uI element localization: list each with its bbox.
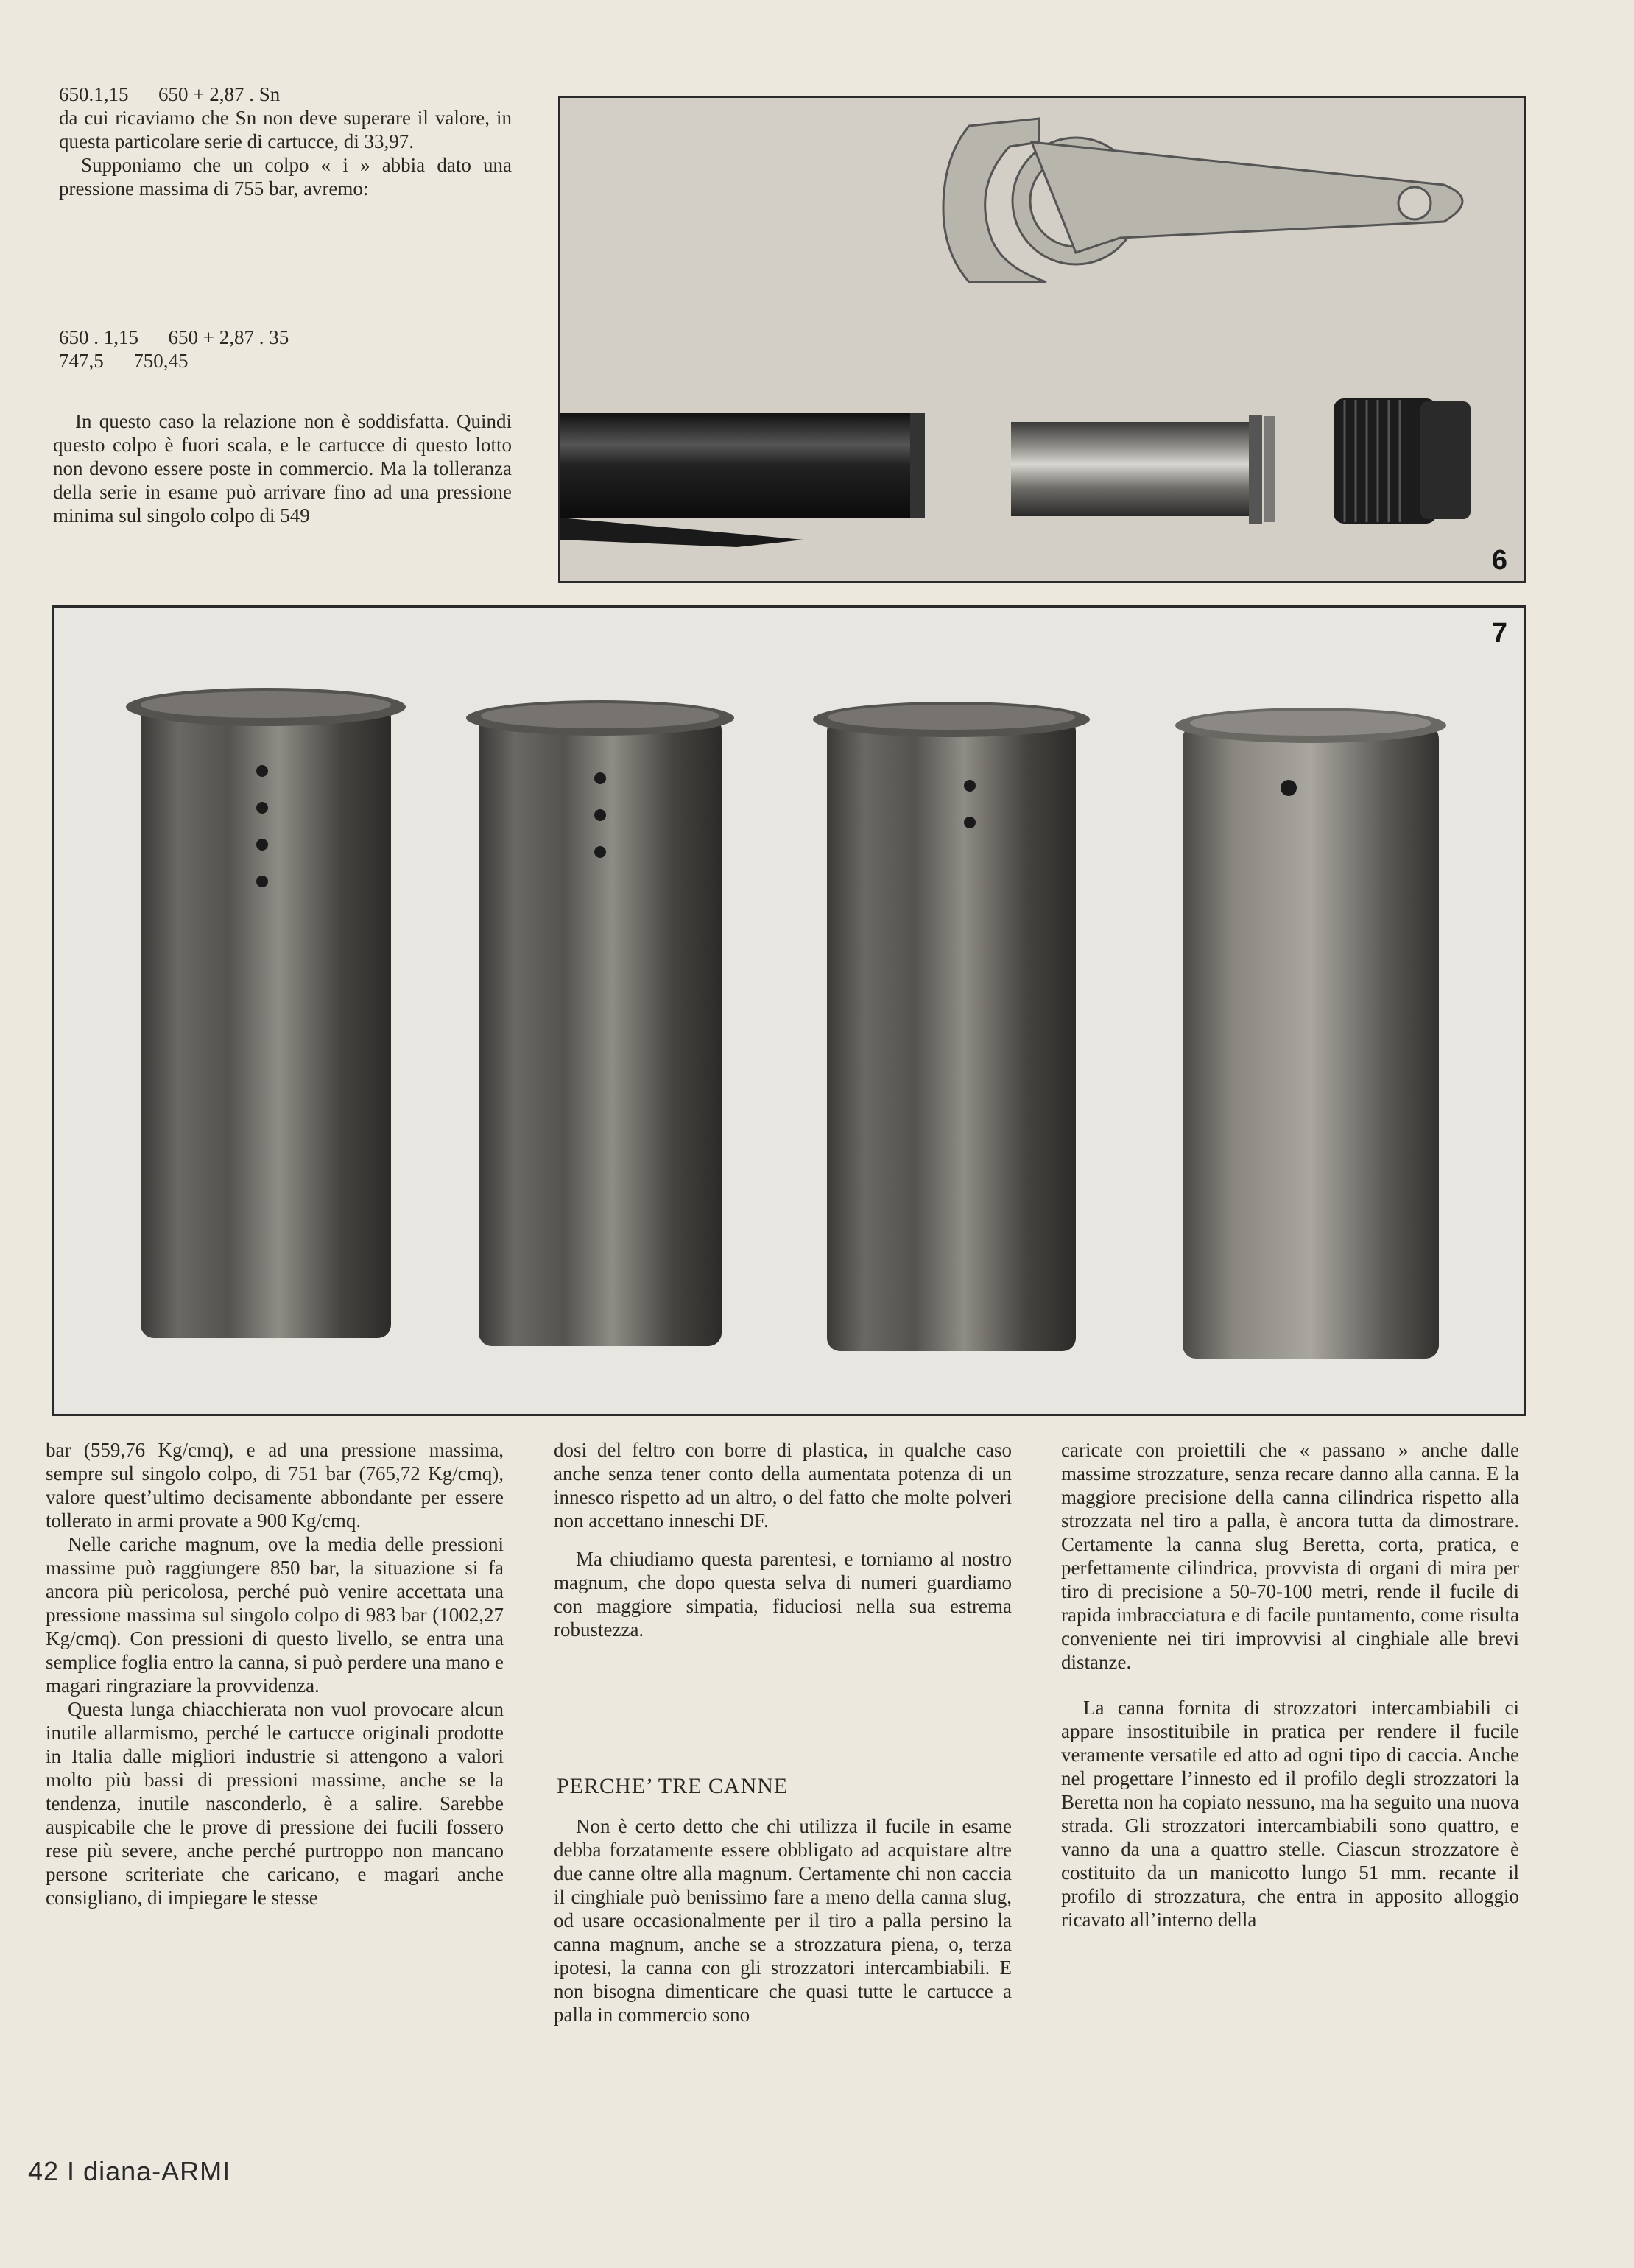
choke-tube-three-star	[466, 700, 734, 1346]
paragraph: La canna fornita di strozzatori intercambiabili ci appare insostituibile in pratica per rendere il fucile veramente versatile ed atto ad ogni tipo di caccia. Anche nel progettare l’innesto ed il profilo degli strozzatori la Beretta non ha copiato nessuno, ma ha seguito una nuova strada. Gli strozzatori intercambiabili sono quattro, e vanno da una a quattro stelle. Ciascun strozzatore è costituito da un manicotto lungo 51 mm. recante il profilo di strozzatura, che entra in apposito alloggio ricavato all’interno della	[1061, 1697, 1519, 1931]
paragraph: bar (559,76 Kg/cmq), e ad una pressione massima, sempre sul singolo colpo, di 751 bar (765,72 Kg/cmq), valore quest’ultimo decisamente abbondante per essere tollerato in armi provate a 900 Kg/cmq.	[46, 1439, 504, 1532]
paragraph: Non è certo detto che chi utilizza il fucile in esame debba forzatamente essere obbligato ad acquistare altre due canne oltre alla magnum. Certamente chi non caccia il cinghiale può benissimo fare a meno della canna slug, od usare occasionalmente per il tiro a palla persino la canna magnum, anche se a strozzatura piena, o, terza ipotesi, la canna con gli strozzatori intercambiabili. E non bisogna dimenticare che quasi tutte le cartucce a palla in commercio sono	[554, 1815, 1012, 2026]
paragraph: dosi del feltro con borre di plastica, in qualche caso anche senza tener conto della aumentata potenza di un innesco rispetto ad un altro, o del fatto che molte polveri non accettano inneschi DF.	[554, 1439, 1012, 1532]
equation-3: 747,5 750,45	[59, 350, 189, 372]
choke-tube-four-star	[126, 688, 406, 1338]
paragraph: caricate con proiettili che « passano » anche dalle massime strozzature, senza recare danno alla canna. E la maggiore precisione della canna cilindrica rispetto alla strozzata nel tiro a palla, è ancora tutta da dimostrare. Certamente la canna slug Beretta, corta, pratica, e perfettamente cilindrica, provvista di organi di mira per tiro di precisione a 50-70-100 metri, rende il fucile di rapida imbracciatura e di facile puntamento, come risulta conveniente nei tiri improvvisi al cinghiale alle brevi distanze.	[1061, 1439, 1519, 1673]
section-heading: PERCHE’ TRE CANNE	[557, 1774, 789, 1798]
choke-tube-one-star	[1175, 708, 1446, 1359]
paragraph: da cui ricaviamo che Sn non deve superare il valore, in questa particolare serie di cartucce, di 33,97.	[59, 107, 512, 152]
text-block-middle	[53, 409, 512, 527]
paragraph: Supponiamo che un colpo « i » abbia dato una pressione massima di 755 bar, avremo:	[59, 154, 512, 200]
choke-tube-two-star	[813, 702, 1090, 1351]
equation-1: 650.1,15 650 + 2,87 . Sn	[59, 83, 281, 105]
choke-tubes-image	[54, 608, 1524, 1414]
paragraph: In questo caso la relazione non è soddisfatta. Quindi questo colpo è fuori scala, e le cartucce di questo lotto non devono essere poste in commercio. Ma la tolleranza della serie in esame può arrivare fino ad una pressione minima sul singolo colpo di 549	[53, 410, 512, 526]
choke-tools-image	[560, 98, 1524, 581]
text-column-2	[554, 1438, 1012, 1641]
figure-7-photo	[52, 605, 1526, 1416]
paragraph: Nelle cariche magnum, ove la media delle pressioni massime può raggiungere 850 bar, la situazione si fa ancora più pericolosa, perché può venire accettata una pressione massima sul singolo colpo di 983 bar (1002,27 Kg/cmq). Con pressioni di questo livello, se entra una semplice foglia entro la canna, si può perdere una mano e magari ringraziare la provvidenza.	[46, 1533, 504, 1697]
figure-6-photo	[558, 96, 1526, 583]
page-footer: 42 I diana-ARMI	[28, 2156, 231, 2186]
figure-6-number: 6	[1491, 545, 1507, 576]
text-column-3	[1061, 1438, 1519, 1931]
paragraph: Questa lunga chiacchierata non vuol provocare alcun inutile allarmismo, perché le cartucce originali prodotte in Italia dalle migliori industrie si attengono a valori molto più bassi di pressioni massime, anche se la tendenza, inutile nasconderlo, è a salire. Sarebbe auspicabile che le prove di pressione dei fucili fossero rese più severe, anche perché purtroppo non mancano persone scriteriate che caricano, e magari anche consigliano, di impiegare le stesse	[46, 1698, 504, 1909]
equation-2: 650 . 1,15 650 + 2,87 . 35	[59, 326, 289, 348]
text-column-2-continued	[554, 1814, 1012, 2026]
paragraph: Ma chiudiamo questa parentesi, e torniamo al nostro magnum, che dopo questa selva di numeri guardiamo con maggiore simpatia, fiduciosi nella sua estrema robustezza.	[554, 1548, 1012, 1641]
figure-7-number: 7	[1491, 618, 1507, 649]
text-column-1	[46, 1438, 504, 1909]
text-block-top	[59, 106, 512, 200]
